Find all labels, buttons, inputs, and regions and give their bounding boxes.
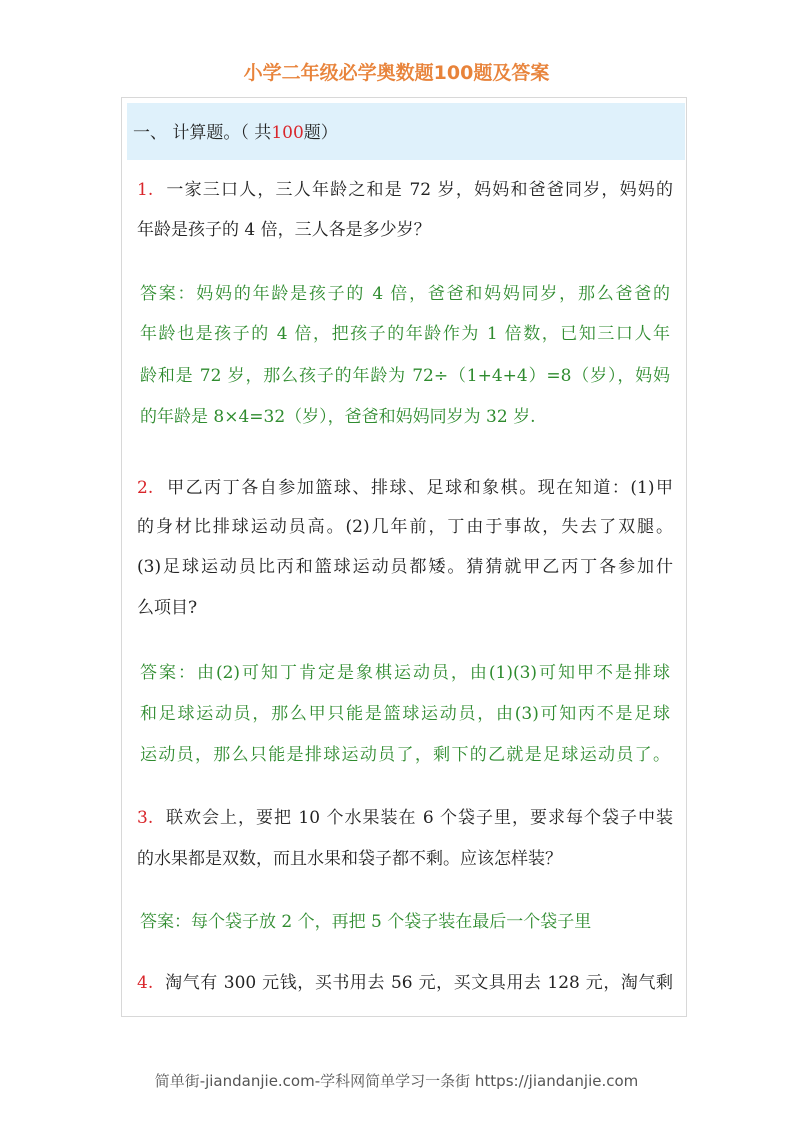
section-prefix: 一、 计算题。（ 共 <box>133 123 272 143</box>
answer-1-line: 年龄也是孩子的 4 倍，把孩子的年龄作为 1 倍数，已知三口人年 <box>140 324 670 344</box>
answer-2-line: 答案：由(2)可知丁肯定是象棋运动员，由(1)(3)可知甲不是排球 <box>140 663 670 683</box>
question-text: 淘气有 300 元钱，买书用去 56 元，买文具用去 128 元，淘气剩 <box>165 973 674 993</box>
question-text: 甲乙丙丁各自参加篮球、排球、足球和象棋。现在知道：(1)甲 <box>167 478 673 498</box>
answer-3-line: 答案：每个袋子放 2 个，再把 5 个袋子装在最后一个袋子里 <box>140 912 592 932</box>
section-count: 100 <box>271 123 304 143</box>
question-3-line <box>137 808 673 828</box>
footer-watermark: 简单街-jiandanjie.com-学科网简单学习一条街 https://jiandanjie.com <box>154 1072 639 1090</box>
question-4-line <box>137 973 673 993</box>
question-1-line: 年龄是孩子的 4 倍，三人各是多少岁？ <box>137 220 431 240</box>
document-title: 小学二年级必学奥数题100题及答案 <box>243 62 550 84</box>
answer-2-line: 和足球运动员，那么甲只能是篮球运动员，由(3)可知丙不是足球 <box>140 704 670 724</box>
answer-2-line: 运动员，那么只能是排球运动员了，剩下的乙就是足球运动员了。 <box>140 745 670 765</box>
question-2-line: 么项目? <box>137 598 198 618</box>
question-2-line: 的身材比排球运动员高。(2)几年前，丁由于事故，失去了双腿。 <box>137 517 673 537</box>
question-3-line: 的水果都是双数，而且水果和袋子都不剩。应该怎样装？ <box>137 849 562 869</box>
question-1-line <box>137 180 673 200</box>
answer-1-line: 的年龄是 8×4=32（岁），爸爸和妈妈同岁为 32 岁. <box>140 407 536 427</box>
answer-1-line: 答案：妈妈的年龄是孩子的 4 倍，爸爸和妈妈同岁，那么爸爸的 <box>140 284 670 304</box>
question-text: 联欢会上，要把 10 个水果装在 6 个袋子里，要求每个袋子中装 <box>166 808 674 828</box>
section-suffix: 题） <box>303 123 338 143</box>
section-heading <box>133 118 338 143</box>
question-number: 3. <box>137 808 154 828</box>
question-2-line <box>137 478 673 498</box>
question-text: 一家三口人，三人年龄之和是 72 岁，妈妈和爸爸同岁，妈妈的 <box>166 180 673 200</box>
question-2-line: (3)足球运动员比丙和篮球运动员都矮。猜猜就甲乙丙丁各参加什 <box>137 557 673 577</box>
answer-1-line: 龄和是 72 岁，那么孩子的年龄为 72÷（1+4+4）=8（岁），妈妈 <box>140 366 670 386</box>
question-number: 4. <box>137 973 154 993</box>
question-number: 2. <box>137 478 154 498</box>
question-number: 1. <box>137 180 154 200</box>
